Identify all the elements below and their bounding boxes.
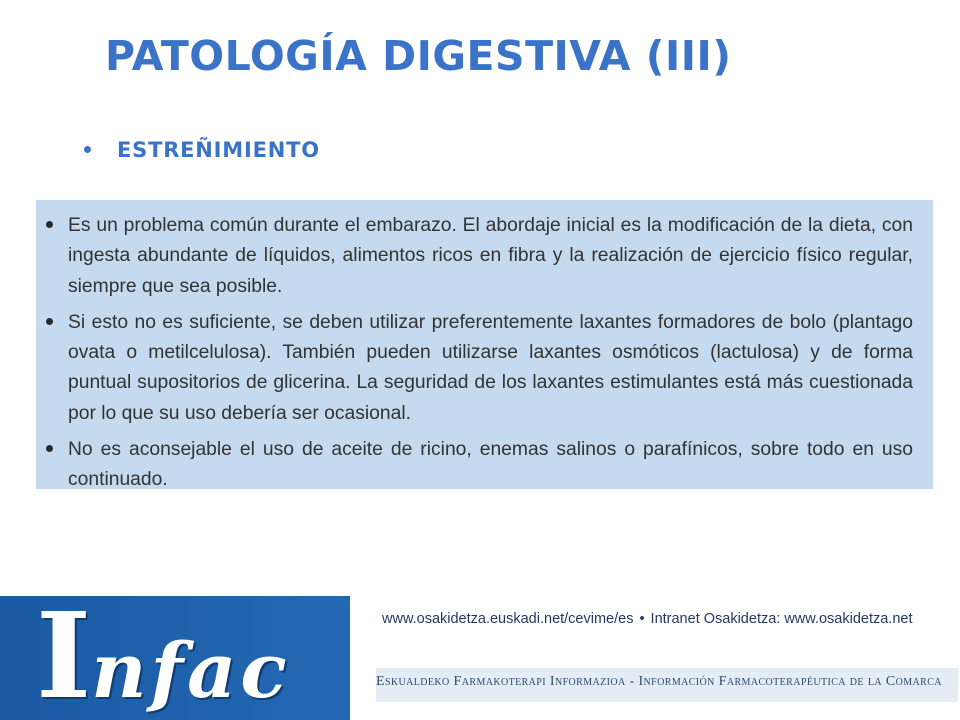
footer-tagline: Eskualdeko Farmakoterapi Informazioa - Información Farmacoterapéutica de la Comarca [376, 674, 942, 689]
list-item [46, 308, 913, 429]
bullet-icon [46, 221, 53, 228]
bullet-icon [46, 318, 53, 325]
footer-links [382, 611, 913, 627]
list-item [46, 211, 913, 302]
footer-banner [0, 596, 960, 720]
page-title: PATOLOGÍA DIGESTIVA (III) [105, 32, 732, 80]
info-box [36, 200, 933, 489]
logo-initial: I [36, 596, 92, 720]
logo-rest: nfac [91, 626, 291, 715]
footer-tagline-bar [376, 668, 958, 702]
infac-logo [36, 596, 291, 720]
cevime-link[interactable]: www.osakidetza.euskadi.net/cevime/es [382, 611, 634, 627]
section-heading [84, 138, 320, 162]
section-heading-label: ESTREÑIMIENTO [117, 138, 320, 162]
link-separator: • [639, 611, 645, 627]
list-item-text: Si esto no es suficiente, se deben utilizar preferentemente laxantes formadores de bolo (plantago ovata o metilcelulosa). También pueden utilizarse laxantes osmóticos (lactulosa) y de forma puntual supositorios de glicerina. La seguridad de los laxantes estimulantes está más cuestionada por lo que su uso debería ser ocasional. [68, 311, 913, 424]
list-item [46, 435, 913, 496]
list-item-text: No es aconsejable el uso de aceite de ricino, enemas salinos o parafínicos, sobre todo en uso continuado. [68, 439, 913, 491]
bullet-icon [84, 146, 91, 153]
list-item-text: Es un problema común durante el embarazo. El abordaje inicial es la modificación de la dieta, con ingesta abundante de líquidos, alimentos ricos en fibra y la realización de ejercicio físico regular, siempre que sea posible. [68, 215, 913, 297]
intranet-link[interactable]: Intranet Osakidetza: www.osakidetza.net [650, 611, 913, 627]
bullet-icon [46, 445, 53, 452]
